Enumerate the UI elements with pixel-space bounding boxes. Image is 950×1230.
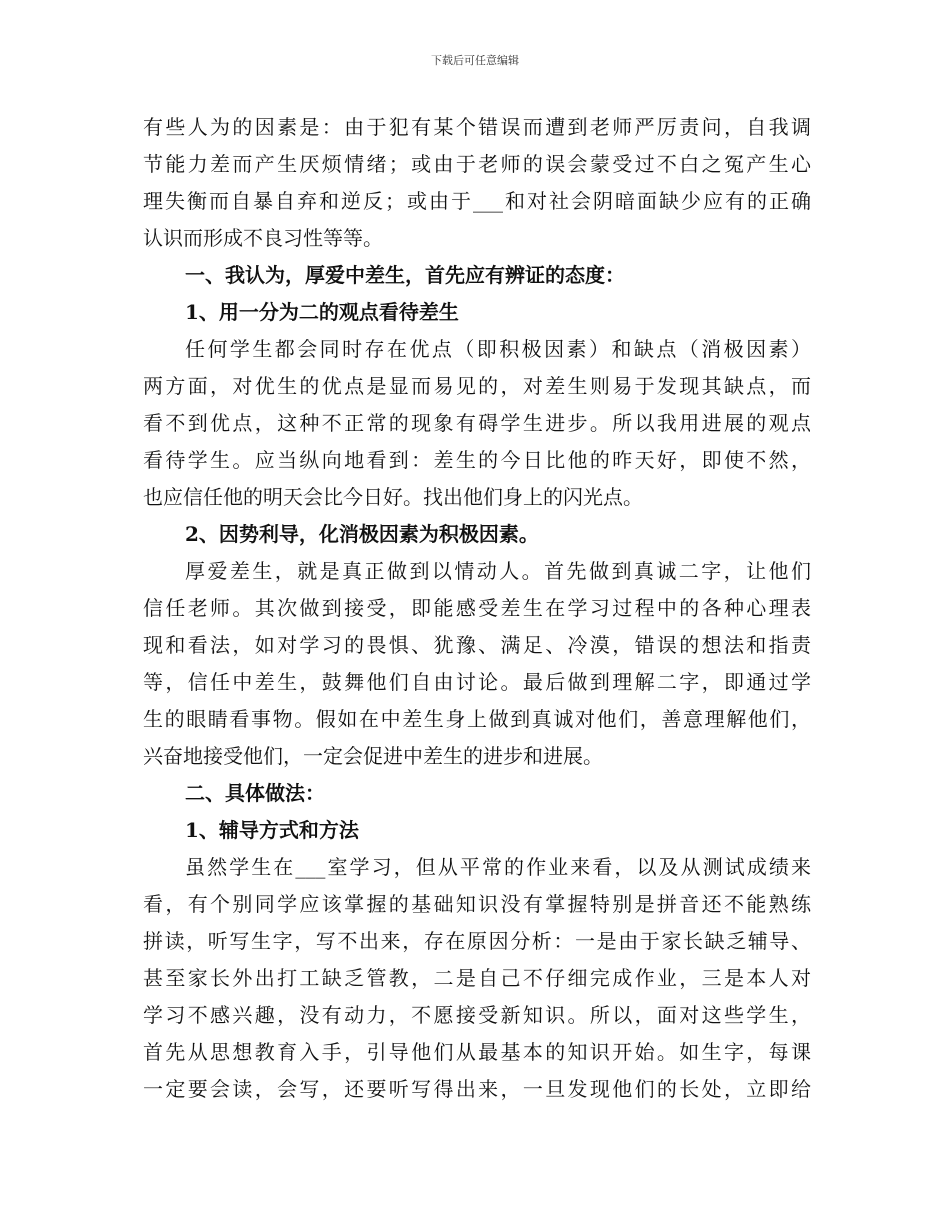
paragraph-line: 任何学生都会同时存在优点（即积极因素）和缺点（消极因素）	[185, 337, 811, 361]
paragraph-line: 首先从思想教育入手，引导他们从最基本的知识开始。如生字，每课	[143, 1040, 811, 1064]
paragraph-line: 生的眼睛看事物。假如在中差生身上做到真诚对他们，善意理解他们，	[143, 707, 811, 731]
paragraph-line: 甚至家长外出打工缺乏管教，二是自己不仔细完成作业，三是本人对	[143, 966, 811, 990]
section-heading: 一、我认为，厚爱中差生，首先应有辨证的态度：	[185, 263, 625, 287]
paragraph-line: 也应信任他的明天会比今日好。找出他们身上的闪光点。	[143, 485, 643, 509]
paragraph-line: 现和看法，如对学习的畏惧、犹豫、满足、冷漠，错误的想法和指责	[143, 633, 811, 657]
paragraph-line: 信任老师。其次做到接受，即能感受差生在学习过程中的各种心理表	[143, 596, 811, 620]
paragraph-line: 看待学生。应当纵向地看到：差生的今日比他的昨天好，即使不然，	[143, 448, 811, 472]
section-heading: 1、用一分为二的观点看待差生	[185, 300, 459, 324]
paragraph-line: 等，信任中差生，鼓舞他们自由讨论。最后做到理解二字，即通过学	[143, 670, 811, 694]
page-header-note: 下载后可任意编辑	[431, 54, 519, 67]
paragraph-line: 兴奋地接受他们，一定会促进中差生的进步和进展。	[143, 744, 603, 768]
paragraph-line: 看不到优点，这种不正常的现象有碍学生进步。所以我用进展的观点	[143, 411, 811, 435]
section-heading: 1、辅导方式和方法	[185, 818, 359, 842]
paragraph-line: 一定要会读，会写，还要听写得出来，一旦发现他们的长处，立即给	[143, 1077, 811, 1101]
paragraph-line: 拼读，听写生字，写不出来，存在原因分析：一是由于家长缺乏辅导、	[143, 929, 811, 953]
paragraph-line: 有些人为的因素是：由于犯有某个错误而遭到老师严厉责问，自我调	[143, 115, 811, 139]
paragraph-line: 厚爱差生，就是真正做到以情动人。首先做到真诚二字，让他们	[185, 559, 811, 583]
paragraph-line: 理失衡而自暴自弃和逆反；或由于___和对社会阴暗面缺少应有的正确	[143, 189, 811, 213]
paragraph-line: 认识而形成不良习性等等。	[143, 226, 383, 250]
paragraph-line: 节能力差而产生厌烦情绪；或由于老师的误会蒙受过不白之冤产生心	[143, 152, 811, 176]
paragraph-line: 看，有个别同学应该掌握的基础知识没有掌握特别是拼音还不能熟练	[143, 892, 811, 916]
section-heading: 二、具体做法：	[185, 781, 325, 805]
paragraph-line: 学习不感兴趣，没有动力，不愿接受新知识。所以，面对这些学生，	[143, 1003, 811, 1027]
paragraph-line: 两方面，对优生的优点是显而易见的，对差生则易于发现其缺点，而	[143, 374, 811, 398]
document-body	[143, 109, 811, 1108]
paragraph-line: 虽然学生在___室学习，但从平常的作业来看，以及从测试成绩来	[185, 855, 811, 879]
section-heading: 2、因势利导，化消极因素为积极因素。	[185, 522, 539, 546]
